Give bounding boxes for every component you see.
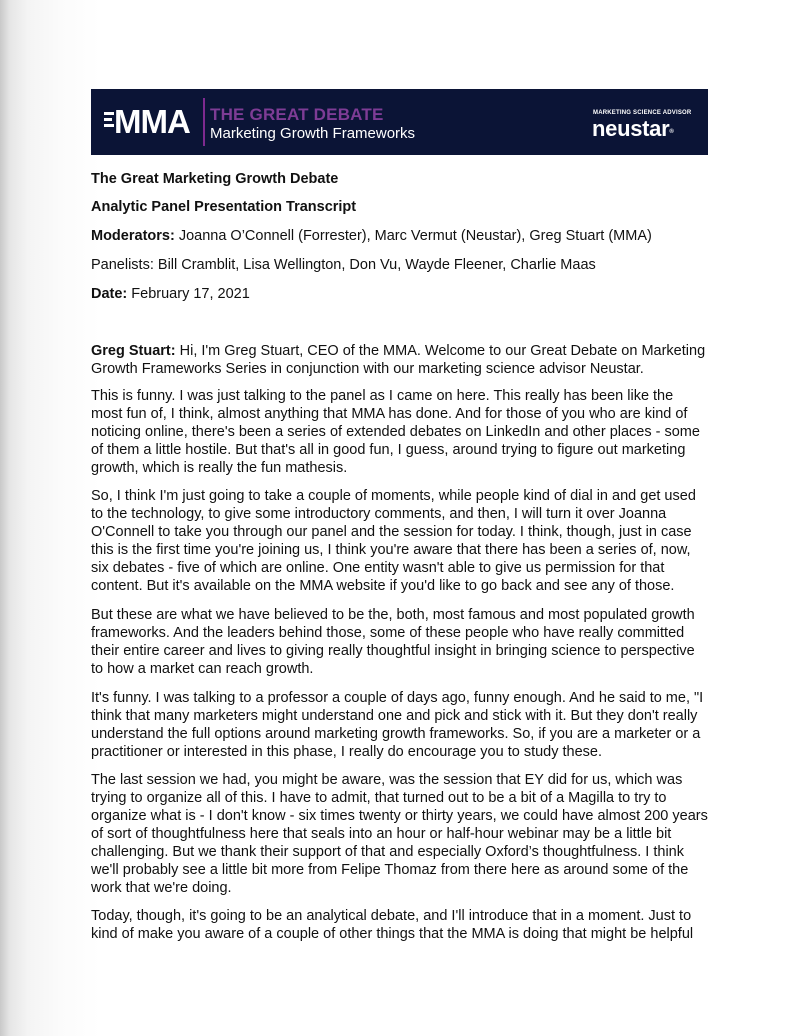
date-label: Date:: [91, 286, 128, 302]
paragraph-line: organize what is - I don't know - six times twenty or thirty years, we could have almost 200 years: [91, 808, 708, 824]
paragraph-line: to the technology, to give some introductory comments, and then, I will turn it over Joanna: [91, 506, 667, 522]
paragraph-line: frameworks. And the leaders behind those, some of these people who have really committed: [91, 625, 685, 641]
paragraph-1: [91, 342, 709, 378]
date-line: [91, 285, 250, 303]
document-subtitle: Analytic Panel Presentation Transcript: [91, 199, 357, 215]
paragraph-5: [91, 689, 709, 761]
banner-divider: [203, 98, 205, 146]
paragraph-line: of them a little hostile. But that's all in good fun, I guess, around trying to figure out marketing: [91, 442, 686, 458]
paragraph-line: we'll probably see a little bit more from Felipe Thomaz from there here as around some of the: [91, 862, 689, 878]
banner-title: THE GREAT DEBATE: [210, 105, 384, 124]
paragraph-line: understand the full options around marketing growth frameworks. So, if you are a marketer or a: [91, 726, 701, 742]
paragraph-line: of sort of thoughtfulness here that seals into an hour or half-hour webinar may be a little bit: [91, 826, 672, 842]
registered-mark: ®: [669, 129, 674, 135]
paragraph-line: think that many marketers might understand one and pick and stick with it. But they don't really: [91, 708, 698, 724]
date-value: February 17, 2021: [127, 286, 250, 302]
moderators-names: Joanna O’Connell (Forrester), Marc Vermut (Neustar), Greg Stuart (MMA): [174, 228, 652, 244]
paragraph-line: their entire career and lives to giving really thoughtful insight in bringing science to perspective: [91, 643, 695, 659]
paragraph-4: [91, 606, 709, 678]
paragraph-line: So, I think I'm just going to take a couple of moments, while people kind of dial in and get used: [91, 488, 696, 504]
paragraph-line: trying to organize all of this. I have to admit, that turned out to be a bit of a Magilla to try to: [91, 790, 667, 806]
neustar-logo-text: neustar: [592, 116, 670, 141]
paragraph-line: practitioner or interested in this phase, I really do encourage you to study these.: [91, 744, 603, 760]
paragraph-line: challenging. But we thank their support of that and especially Oxford’s thoughtfulness. I think: [91, 844, 684, 860]
paragraph-line: The last session we had, you might be aware, was the session that EY did for us, which was: [91, 772, 683, 788]
banner-subtitle: Marketing Growth Frameworks: [210, 125, 416, 142]
paragraph-line: Today, though, it's going to be an analytical debate, and I'll introduce that in a moment. Just to: [91, 908, 692, 924]
paragraph-line: But these are what we have believed to be the, both, most famous and most populated growth: [91, 607, 695, 623]
paragraph-3: [91, 487, 709, 595]
paragraph-line: work that we're doing.: [91, 880, 232, 896]
moderators-label: Moderators:: [91, 228, 175, 244]
paragraph-line: [91, 342, 709, 360]
paragraph-line: noticing online, there's been a series of extended debates on LinkedIn and other places - some: [91, 424, 700, 440]
mma-logo: MMA: [114, 103, 190, 140]
document-title: The Great Marketing Growth Debate: [91, 171, 339, 187]
paragraph-line: content. But it's available on the MMA website if you'd like to go back and see any of those.: [91, 578, 675, 594]
paragraph-line: most fun of, I think, almost anything that MMA has done. And for those of you who are kind of: [91, 406, 688, 422]
paragraph-line: It's funny. I was talking to a professor a couple of days ago, funny enough. And he said to me, "I: [91, 690, 704, 706]
neustar-logo: [592, 117, 674, 141]
paragraph-line: This is funny. I was just talking to the panel as I came on here. This really has been like the: [91, 388, 674, 404]
paragraph-2: [91, 387, 709, 477]
paragraph-line: to how a market can reach growth.: [91, 661, 314, 677]
advisor-label: MARKETING SCIENCE ADVISOR: [593, 110, 692, 116]
paragraph-line: Growth Frameworks Series in conjunction with our marketing science advisor Neustar.: [91, 361, 644, 377]
paragraph-line: O'Connell to take you through our panel and the session for today. I think, though, just in case: [91, 524, 692, 540]
paragraph-text: Hi, I'm Greg Stuart, CEO of the MMA. Welcome to our Great Debate on Marketing: [175, 343, 706, 359]
paragraph-6: [91, 771, 709, 897]
paragraph-7: [91, 907, 709, 943]
paragraph-line: growth, which is really the fun mathesis.: [91, 460, 348, 476]
paragraph-line: this is the first time you're joining us, I think you're aware that there has been a series of, now,: [91, 542, 691, 558]
mma-logo-lines-icon: [104, 112, 114, 130]
paragraph-line: six debates - five of which are online. One entity wasn't able to give us permission for that: [91, 560, 665, 576]
panelists-line: Panelists: Bill Cramblit, Lisa Wellington, Don Vu, Wayde Fleener, Charlie Maas: [91, 257, 596, 273]
speaker-name: Greg Stuart:: [91, 343, 176, 359]
moderators-line: [91, 227, 652, 245]
paragraph-line: kind of make you aware of a couple of other things that the MMA is doing that might be helpful: [91, 926, 694, 942]
